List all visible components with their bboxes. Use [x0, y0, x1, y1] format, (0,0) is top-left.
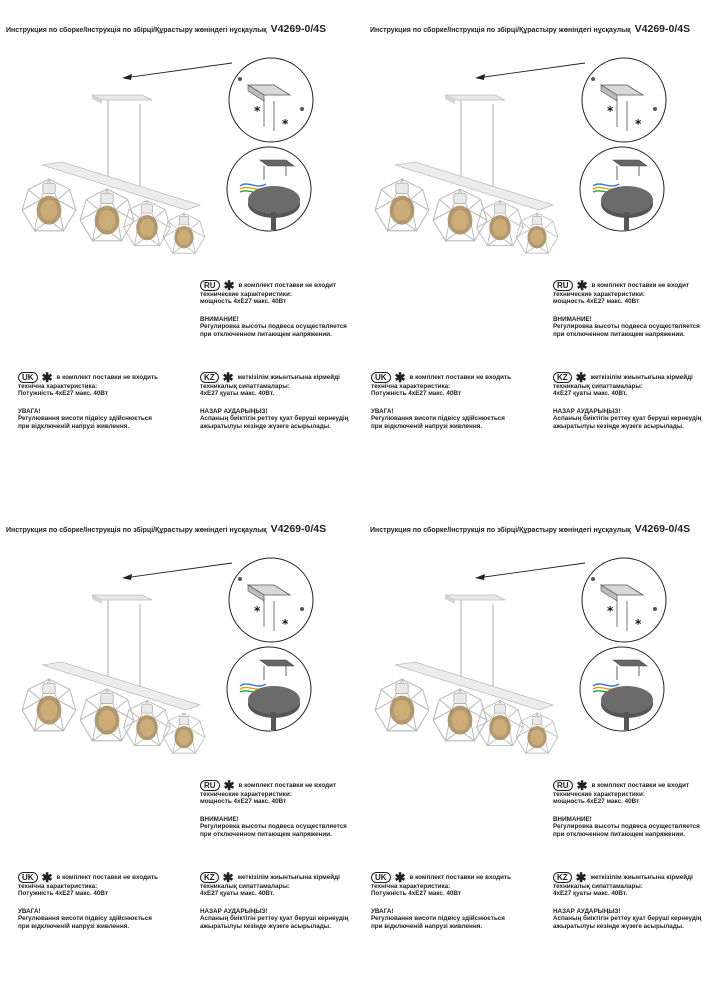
warning-heading: ВНИМАНИЕ! — [553, 815, 592, 823]
specs-value: мощность 4хE27 макс. 40Вт — [200, 798, 287, 806]
warning-line: Регулювання висоти підвісу здійснюється — [18, 415, 152, 423]
specs-heading: технічна характеристика: — [371, 883, 451, 890]
canopy-wiring-detail — [227, 647, 311, 731]
not-included-note: жеткізілім жиынтығына кірмейді — [237, 873, 340, 881]
asterisk-icon: ✱ — [394, 369, 406, 385]
specs-heading: технічна характеристика: — [18, 383, 98, 390]
asterisk-icon: * — [607, 604, 614, 618]
warning-line: Регулювання висоти підвісу здійснюється — [371, 915, 505, 923]
uk-badge: UK — [18, 372, 38, 383]
specs-heading: технические характеристики: — [553, 291, 645, 298]
model-number: V4269-0/4S — [270, 523, 327, 535]
not-included-note: в комплект поставки не входить — [409, 873, 511, 881]
mounting-bracket-detail — [229, 558, 313, 642]
specs-value: Потужність 4хE27 макс. 40Вт — [371, 390, 461, 398]
specs-value: 4хE27 қуаты макс. 40Вт. — [553, 890, 628, 898]
not-included-note: в комплект поставки не входит — [591, 781, 690, 789]
specs-heading: технические характеристики: — [200, 791, 292, 798]
not-included-note: жеткізілім жиынтығына кірмейді — [590, 873, 693, 881]
specs-heading: техникалық сипаттамалары: — [200, 883, 290, 890]
kz-badge: KZ — [200, 372, 219, 383]
warning-heading: НАЗАР АУДАРЫҢЫЗ! — [200, 407, 268, 415]
warning-heading: ВНИМАНИЕ! — [200, 315, 239, 323]
asterisk-icon: ✱ — [394, 869, 406, 885]
asterisk-icon: ✱ — [223, 777, 235, 793]
specs-heading: технические характеристики: — [200, 291, 292, 298]
title-text: Инструкция по сборке/Інструкція по збірці/Құрастыру жөніндегі нұсқаулық — [370, 527, 631, 534]
asterisk-icon: * — [607, 104, 614, 118]
warning-line: при отключенном питающем напряжении. — [553, 830, 685, 838]
assembly-illustration — [0, 0, 353, 260]
asterisk-icon: ✱ — [575, 869, 587, 885]
uk-badge: UK — [18, 872, 38, 883]
asterisk-icon: ✱ — [222, 369, 234, 385]
kz-badge: KZ — [553, 872, 572, 883]
specs-value: Потужність 4хE27 макс. 40Вт — [371, 890, 461, 898]
specs-value: мощность 4хE27 макс. 40Вт — [200, 298, 287, 306]
warning-line: Регулировка высоты подвеса осуществляется — [200, 323, 347, 331]
specs-value: мощность 4хE27 макс. 40Вт — [553, 298, 640, 306]
kz-block — [200, 369, 349, 430]
warning-line: ажыратылуы кезінде жүзеге асырылады. — [553, 922, 684, 930]
specs-heading: техникалық сипаттамалары: — [553, 383, 643, 390]
instruction-panel — [0, 0, 353, 500]
model-number: V4269-0/4S — [634, 523, 691, 535]
specs-value: Потужність 4хE27 макс. 40Вт — [18, 390, 108, 398]
title-text: Инструкция по сборке/Інструкція по збірці/Құрастыру жөніндегі нұсқаулық — [6, 527, 267, 534]
warning-line: при відключеній напрузі живлення. — [371, 922, 483, 930]
uk-badge: UK — [371, 372, 391, 383]
warning-line: Регулювання висоти підвісу здійснюється — [371, 415, 505, 423]
warning-heading: ВНИМАНИЕ! — [200, 815, 239, 823]
uk-block — [18, 369, 158, 430]
asterisk-icon: * — [635, 117, 642, 131]
specs-heading: технічна характеристика: — [371, 383, 451, 390]
kz-badge: KZ — [200, 872, 219, 883]
mounting-bracket-detail — [229, 58, 313, 142]
asterisk-icon: ✱ — [576, 777, 588, 793]
not-included-note: в комплект поставки не входит — [238, 281, 337, 289]
specs-heading: технічна характеристика: — [18, 883, 98, 890]
ru-badge: RU — [200, 280, 220, 291]
instruction-panel — [0, 500, 353, 1000]
kz-block — [553, 369, 702, 430]
title-text: Инструкция по сборке/Інструкція по збірці/Құрастыру жөніндегі нұсқаулық — [370, 27, 631, 34]
asterisk-icon: ✱ — [41, 369, 53, 385]
instruction-panel — [353, 0, 706, 500]
mounting-bracket-detail — [582, 558, 666, 642]
asterisk-icon: ✱ — [575, 369, 587, 385]
canopy-wiring-detail — [580, 147, 664, 231]
mounting-bracket-detail — [582, 58, 666, 142]
title-text: Инструкция по сборке/Інструкція по збірці/Құрастыру жөніндегі нұсқаулық — [6, 27, 267, 34]
warning-line: Аспаның биіктігін реттеу қуат беруші кернеудің — [553, 415, 702, 423]
warning-line: при відключеній напрузі живлення. — [371, 422, 483, 430]
warning-heading: УВАГА! — [371, 407, 394, 415]
uk-block — [371, 869, 511, 930]
asterisk-icon: * — [282, 617, 289, 631]
assembly-illustration — [353, 500, 706, 760]
asterisk-icon: ✱ — [576, 277, 588, 293]
not-included-note: в комплект поставки не входит — [238, 781, 337, 789]
warning-line: Аспаның биіктігін реттеу қуат беруші кернеудің — [553, 915, 702, 923]
asterisk-icon: * — [254, 104, 261, 118]
uk-badge: UK — [371, 872, 391, 883]
kz-block — [200, 869, 349, 930]
specs-value: 4хE27 қуаты макс. 40Вт. — [553, 390, 628, 398]
ru-block — [200, 777, 347, 838]
ru-block — [553, 277, 700, 338]
asterisk-icon: * — [282, 117, 289, 131]
ru-badge: RU — [553, 780, 573, 791]
not-included-note: жеткізілім жиынтығына кірмейді — [590, 373, 693, 381]
asterisk-icon: ✱ — [222, 869, 234, 885]
canopy-wiring-detail — [227, 147, 311, 231]
not-included-note: в комплект поставки не входить — [56, 373, 158, 381]
specs-value: мощность 4хE27 макс. 40Вт — [553, 798, 640, 806]
asterisk-icon: ✱ — [41, 869, 53, 885]
kz-block — [553, 869, 702, 930]
warning-line: при отключенном питающем напряжении. — [553, 330, 685, 338]
specs-value: 4хE27 қуаты макс. 40Вт. — [200, 890, 275, 898]
warning-line: ажыратылуы кезінде жүзеге асырылады. — [200, 922, 331, 930]
specs-heading: техникалық сипаттамалары: — [553, 883, 643, 890]
warning-line: ажыратылуы кезінде жүзеге асырылады. — [200, 422, 331, 430]
warning-line: Аспаның биіктігін реттеу қуат беруші кернеудің — [200, 415, 349, 423]
instruction-panel — [353, 500, 706, 1000]
kz-badge: KZ — [553, 372, 572, 383]
warning-heading: ВНИМАНИЕ! — [553, 315, 592, 323]
warning-heading: НАЗАР АУДАРЫҢЫЗ! — [553, 907, 621, 915]
assembly-illustration — [0, 500, 353, 760]
ru-block — [200, 277, 347, 338]
warning-heading: УВАГА! — [18, 907, 41, 915]
warning-line: Регулировка высоты подвеса осуществляется — [200, 823, 347, 831]
asterisk-icon: * — [254, 604, 261, 618]
warning-line: при відключеній напрузі живлення. — [18, 422, 130, 430]
warning-heading: УВАГА! — [18, 407, 41, 415]
warning-line: ажыратылуы кезінде жүзеге асырылады. — [553, 422, 684, 430]
not-included-note: в комплект поставки не входит — [591, 281, 690, 289]
warning-line: при відключеній напрузі живлення. — [18, 922, 130, 930]
warning-line: при отключенном питающем напряжении. — [200, 330, 332, 338]
model-number: V4269-0/4S — [634, 23, 691, 35]
not-included-note: жеткізілім жиынтығына кірмейді — [237, 373, 340, 381]
model-number: V4269-0/4S — [270, 23, 327, 35]
assembly-illustration — [353, 0, 706, 260]
ru-block — [553, 777, 700, 838]
specs-heading: технические характеристики: — [553, 791, 645, 798]
specs-value: 4хE27 қуаты макс. 40Вт. — [200, 390, 275, 398]
warning-line: Регулювання висоти підвісу здійснюється — [18, 915, 152, 923]
ru-badge: RU — [553, 280, 573, 291]
uk-block — [18, 869, 158, 930]
warning-line: Аспаның биіктігін реттеу қуат беруші кернеудің — [200, 915, 349, 923]
specs-heading: техникалық сипаттамалары: — [200, 383, 290, 390]
canopy-wiring-detail — [580, 647, 664, 731]
ru-badge: RU — [200, 780, 220, 791]
not-included-note: в комплект поставки не входить — [409, 373, 511, 381]
warning-line: Регулировка высоты подвеса осуществляется — [553, 823, 700, 831]
warning-heading: НАЗАР АУДАРЫҢЫЗ! — [553, 407, 621, 415]
asterisk-icon: * — [635, 617, 642, 631]
warning-heading: НАЗАР АУДАРЫҢЫЗ! — [200, 907, 268, 915]
uk-block — [371, 369, 511, 430]
warning-heading: УВАГА! — [371, 907, 394, 915]
not-included-note: в комплект поставки не входить — [56, 873, 158, 881]
asterisk-icon: ✱ — [223, 277, 235, 293]
specs-value: Потужність 4хE27 макс. 40Вт — [18, 890, 108, 898]
warning-line: при отключенном питающем напряжении. — [200, 830, 332, 838]
warning-line: Регулировка высоты подвеса осуществляется — [553, 323, 700, 331]
